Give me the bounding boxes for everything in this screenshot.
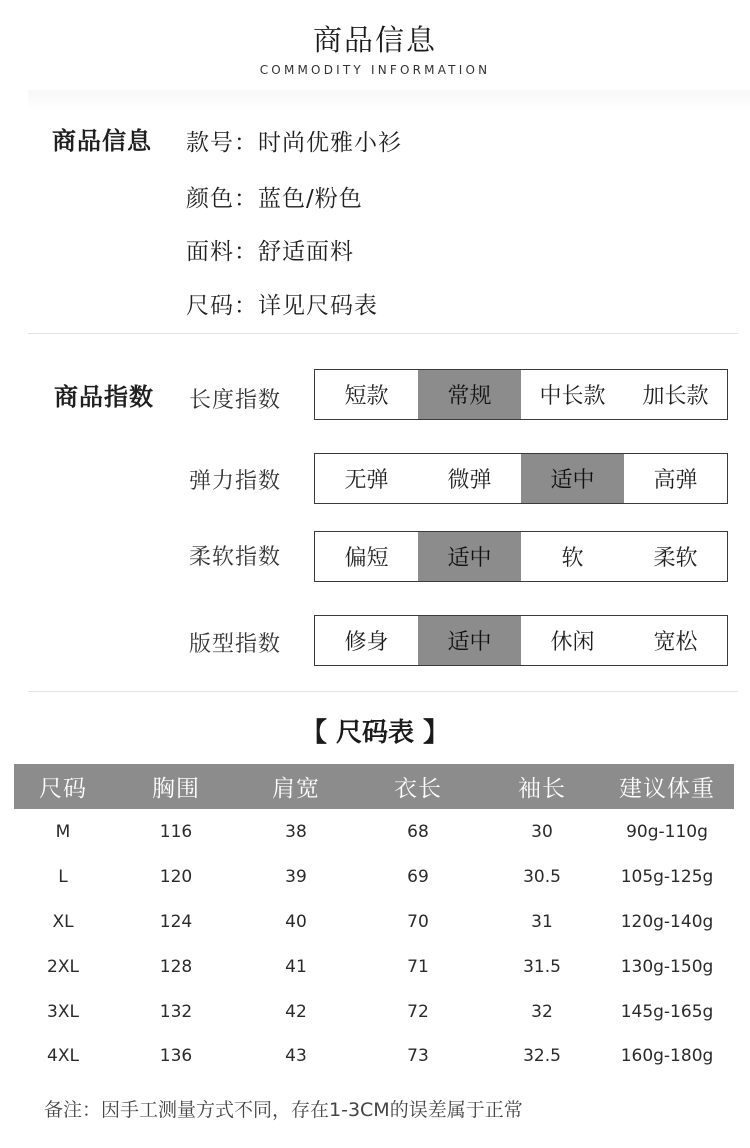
cell-size: XL [52, 911, 74, 932]
cell-length: 69 [407, 866, 429, 887]
softness-index-scale [314, 531, 728, 582]
cell-shoulder: 40 [285, 911, 307, 932]
cell-size: 2XL [47, 956, 79, 977]
fit-index-scale [314, 615, 728, 666]
header-shade [28, 90, 750, 110]
index-option: 中长款 [539, 384, 606, 409]
info-section-label: 商品信息 [52, 127, 152, 155]
page-title: 商品信息 [312, 23, 437, 57]
cell-sleeve: 31 [531, 911, 553, 932]
info-size: 尺码：详见尺码表 [186, 293, 378, 319]
cell-chest: 116 [159, 821, 193, 842]
cell-weight: 145g-165g [620, 1001, 714, 1022]
index-option: 无弹 [344, 468, 389, 493]
index-option: 短款 [344, 384, 389, 409]
cell-length: 71 [407, 956, 429, 977]
cell-shoulder: 43 [285, 1045, 307, 1066]
index-option: 适中 [418, 616, 521, 665]
cell-chest: 136 [159, 1045, 193, 1066]
cell-length: 68 [407, 821, 429, 842]
index-option: 高弹 [653, 468, 698, 493]
index-option: 加长款 [642, 384, 709, 409]
table-row [14, 854, 734, 899]
table-row [14, 944, 734, 989]
elasticity-index-label: 弹力指数 [189, 469, 282, 494]
page-subtitle: COMMODITY INFORMATION [259, 63, 491, 77]
cell-shoulder: 39 [285, 866, 307, 887]
cell-length: 70 [407, 911, 429, 932]
table-row [14, 809, 734, 854]
cell-shoulder: 41 [285, 956, 307, 977]
cell-size: L [58, 866, 68, 887]
index-option: 微弹 [447, 468, 492, 493]
table-row [14, 989, 734, 1034]
cell-chest: 132 [159, 1001, 193, 1022]
cell-sleeve: 30 [531, 821, 553, 842]
softness-index-label: 柔软指数 [189, 545, 282, 570]
index-option: 宽松 [653, 630, 698, 655]
index-option: 柔软 [653, 546, 698, 571]
cell-weight: 105g-125g [620, 866, 714, 887]
cell-weight: 120g-140g [620, 911, 714, 932]
length-index-scale [314, 369, 728, 420]
divider [28, 333, 738, 334]
info-style-number: 款号：时尚优雅小衫 [186, 130, 402, 156]
info-fabric: 面料：舒适面料 [186, 239, 354, 265]
cell-sleeve: 31.5 [523, 956, 561, 977]
cell-length: 72 [407, 1001, 429, 1022]
size-table-title: 【 尺码表 】 [300, 718, 450, 748]
cell-weight: 130g-150g [620, 956, 714, 977]
column-header-chest: 胸围 [152, 776, 200, 802]
cell-sleeve: 32.5 [523, 1045, 561, 1066]
column-header-length: 衣长 [394, 776, 442, 802]
index-option: 常规 [418, 370, 521, 419]
cell-weight: 90g-110g [626, 821, 708, 842]
length-index-label: 长度指数 [189, 388, 282, 413]
cell-sleeve: 32 [531, 1001, 553, 1022]
index-option: 适中 [521, 454, 624, 503]
cell-chest: 128 [159, 956, 193, 977]
indices-section-label: 商品指数 [54, 383, 154, 411]
column-header-weight: 建议体重 [619, 776, 715, 802]
cell-weight: 160g-180g [620, 1045, 714, 1066]
index-option: 休闲 [550, 630, 595, 655]
table-row [14, 899, 734, 944]
column-header-shoulder: 肩宽 [272, 776, 320, 802]
index-option: 修身 [344, 630, 389, 655]
cell-shoulder: 42 [285, 1001, 307, 1022]
cell-length: 73 [407, 1045, 429, 1066]
column-header-sleeve: 袖长 [518, 776, 566, 802]
index-option: 适中 [418, 532, 521, 581]
measurement-note: 备注：因手工测量方式不同，存在1-3CM的误差属于正常 [44, 1099, 523, 1121]
table-row [14, 1033, 734, 1078]
cell-sleeve: 30.5 [523, 866, 561, 887]
size-table-header [14, 764, 734, 809]
cell-size: 4XL [47, 1045, 79, 1066]
column-header-size: 尺码 [39, 776, 87, 802]
fit-index-label: 版型指数 [189, 632, 282, 657]
cell-shoulder: 38 [285, 821, 307, 842]
elasticity-index-scale [314, 453, 728, 504]
cell-size: 3XL [47, 1001, 79, 1022]
index-option: 偏短 [344, 546, 389, 571]
divider [28, 691, 738, 692]
index-option: 软 [561, 546, 584, 571]
cell-chest: 120 [159, 866, 193, 887]
info-color: 颜色：蓝色/粉色 [186, 186, 363, 212]
cell-size: M [55, 821, 71, 842]
cell-chest: 124 [159, 911, 193, 932]
